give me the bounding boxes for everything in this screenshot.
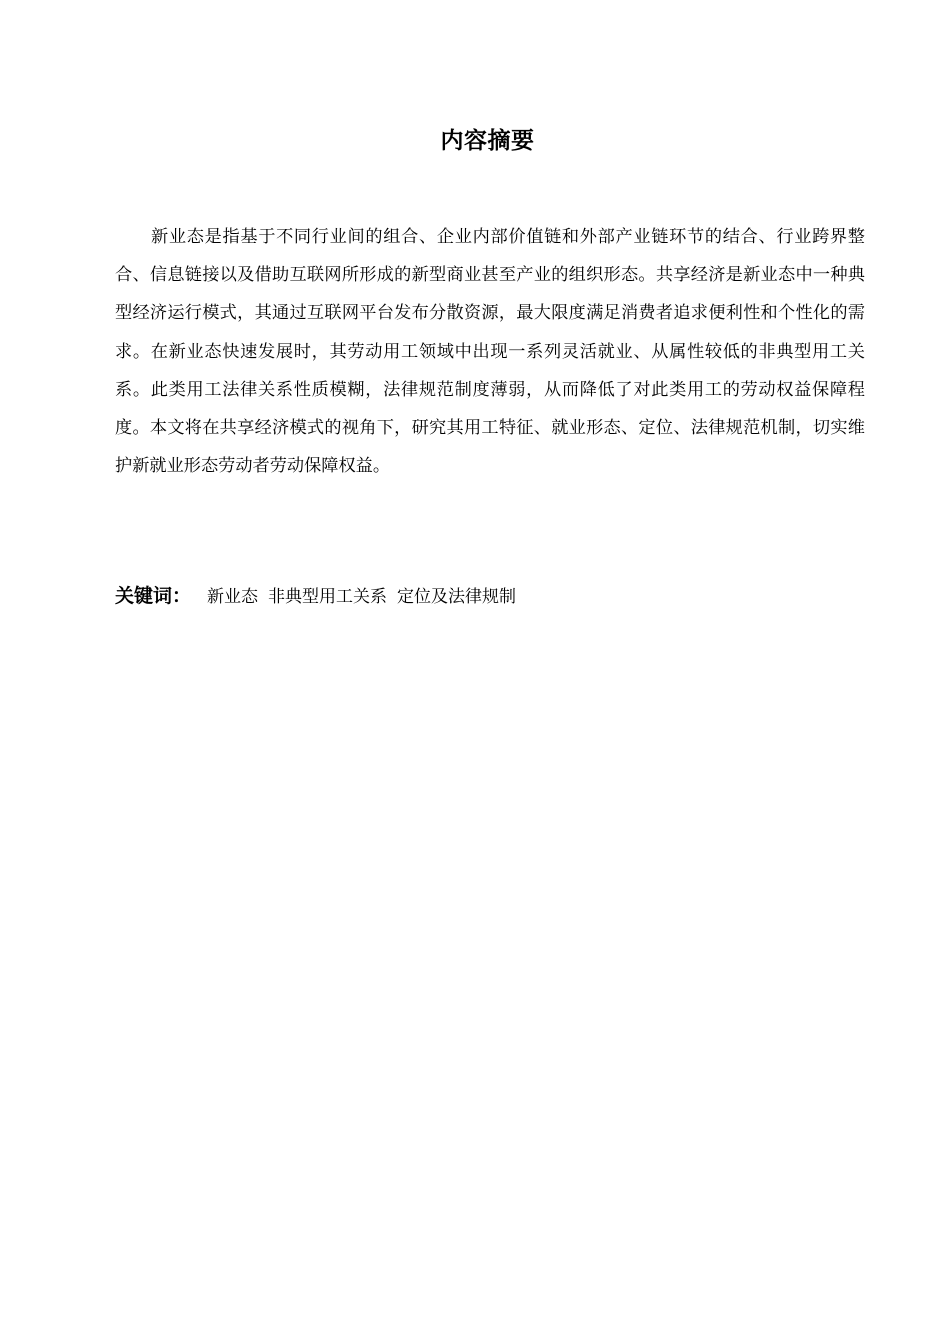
page-title: 内容摘要 [440,128,535,154]
keyword-item: 新业态 [207,587,259,607]
keywords-label: 关键词： [115,585,192,607]
keyword-item: 非典型用工关系 [268,587,388,607]
keywords-line [115,578,865,615]
abstract-paragraph: 新业态是指基于不同行业间的组合、企业内部价值链和外部产业链环节的结合、行业跨界整合、信息链接以及借助互联网所形成的新型商业甚至产业的组织形态。共享经济是新业态中一种典型经济运行模式，其通过互联网平台发布分散资源，最大限度满足消费者追求便利性和个性化的需求。在新业态快速发展时，其劳动用工领域中出现一系列灵活就业、从属性较低的非典型用工关系。此类用工法律关系性质模糊，法律规范制度薄弱，从而降低了对此类用工的劳动权益保障程度。本文将在共享经济模式的视角下，研究其用工特征、就业形态、定位、法律规范机制，切实维护新就业形态劳动者劳动保障权益。 [115,227,865,477]
keyword-item: 定位及法律规制 [397,587,517,607]
